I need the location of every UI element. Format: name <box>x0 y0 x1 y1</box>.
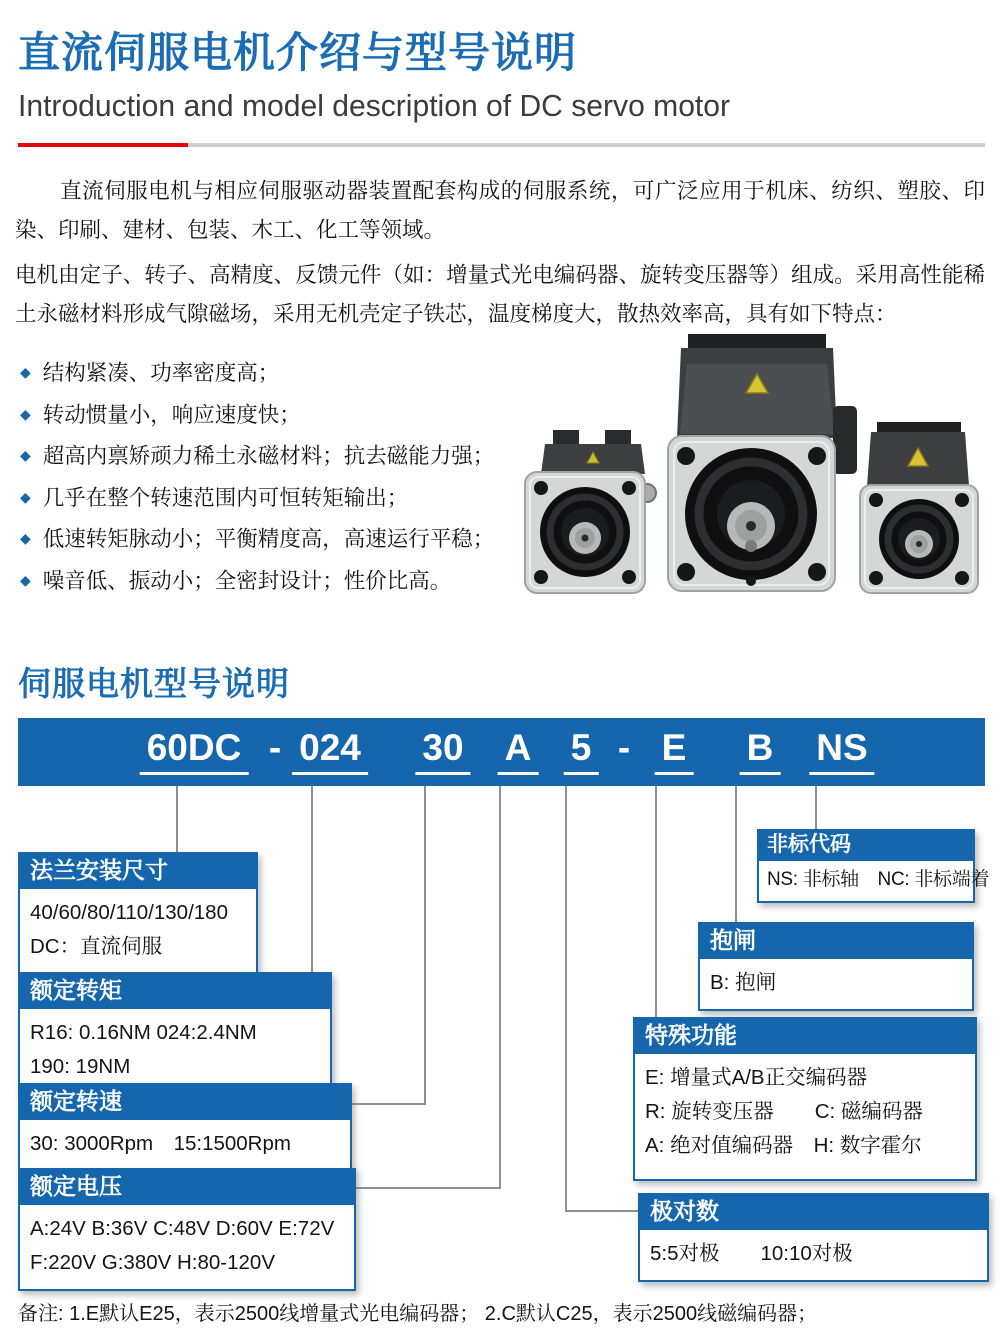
diamond-bullet-icon: ◆ <box>20 488 31 505</box>
feature-item <box>20 394 530 436</box>
feature-text: 噪音低、振动小；全密封设计；性价比高。 <box>42 568 452 593</box>
spec-box-title: 特殊功能 <box>635 1019 975 1054</box>
spec-line: DC：直流伺服 <box>30 935 163 958</box>
model-code-token: 024 <box>292 727 368 775</box>
model-code-token: NS <box>809 727 874 775</box>
spec-line: NS: 非标轴 NC: 非标端着 <box>767 869 990 890</box>
spec-line: 40/60/80/110/130/180 <box>30 901 228 924</box>
spec-box-title: 法兰安装尺寸 <box>20 854 256 889</box>
diamond-bullet-icon: ◆ <box>20 447 31 463</box>
page-title: 直流伺服电机介绍与型号说明 <box>18 29 578 76</box>
connector-line-brake <box>735 786 737 922</box>
model-code-token: B <box>740 727 781 775</box>
model-code-separator: - <box>617 727 631 768</box>
intro-paragraph-2: 电机由定子、转子、高精度、反馈元件（如：增量式光电编码器、旋转变压器等）组成。采用高性能稀土永磁材料形成气隙磁场，采用无机壳定子铁芯，温度梯度大，散热效率高，具有如下特点： <box>15 263 985 326</box>
spec-line: E: 增量式A/B正交编码器 <box>645 1066 868 1089</box>
spec-line: A:24V B:36V C:48V D:60V E:72V <box>30 1217 335 1240</box>
feature-text: 转动惯量小，响应速度快； <box>42 402 301 427</box>
connector-line-voltage-h <box>352 1187 501 1189</box>
diamond-bullet-icon: ◆ <box>20 530 31 546</box>
feature-text: 结构紧凑、功率密度高； <box>42 361 280 385</box>
model-code-token: 30 <box>415 727 470 775</box>
spec-line: B: 抱闸 <box>710 971 777 994</box>
model-code-bar <box>18 718 985 786</box>
connector-line-flange <box>176 786 178 852</box>
spec-box-brake <box>698 922 974 1011</box>
connector-line-speed <box>424 786 426 1105</box>
feature-text: 几乎在整个转速范围内可恒转矩输出； <box>42 485 409 510</box>
spec-box-rated-voltage <box>18 1168 356 1291</box>
spec-line: 30: 3000Rpm 15:1500Rpm <box>30 1132 291 1155</box>
model-code-token: 5 <box>564 727 599 775</box>
servo-motor-small <box>525 430 656 593</box>
features-list <box>20 352 530 601</box>
header-divider-red-accent <box>18 143 188 147</box>
spec-box-nonstandard-code <box>757 829 990 903</box>
spec-line: 190: 19NM <box>30 1055 131 1078</box>
feature-item <box>20 435 530 477</box>
spec-line: F:220V G:380V H:80-120V <box>30 1251 276 1274</box>
feature-text: 低速转矩脉动小；平衡精度高，高速运行平稳； <box>42 527 495 551</box>
diamond-bullet-icon: ◆ <box>20 364 31 380</box>
connector-line-poles-h <box>565 1210 640 1212</box>
feature-item <box>20 518 530 560</box>
spec-line: R16: 0.16NM 024:2.4NM <box>30 1021 257 1044</box>
feature-text: 超高内禀矫顽力稀土永磁材料；抗去磁能力强； <box>42 444 495 468</box>
feature-item <box>20 560 530 602</box>
spec-box-pole-pairs <box>638 1193 989 1282</box>
spec-box-title: 极对数 <box>640 1195 987 1230</box>
spec-box-title: 额定转速 <box>20 1085 350 1120</box>
connector-line-voltage <box>499 786 501 1189</box>
spec-box-title: 非标代码 <box>759 831 973 861</box>
connector-line-torque <box>311 786 313 972</box>
spec-box-title: 额定转矩 <box>20 974 330 1009</box>
spec-box-rated-torque <box>18 972 332 1095</box>
connector-line-nonstandard <box>815 786 817 829</box>
footer-note: 备注: 1.E默认E25，表示2500线增量式光电编码器； 2.C默认C25，表示2500线磁编码器； <box>18 1303 818 1325</box>
spec-line: R: 旋转变压器 C: 磁编码器 <box>645 1100 923 1123</box>
model-code-token: A <box>498 727 539 775</box>
connector-line-speed-h <box>348 1103 426 1105</box>
spec-line: 5:5对极 10:10对极 <box>650 1242 853 1265</box>
servo-motor-medium <box>860 422 978 593</box>
model-code-token: 60DC <box>140 727 249 775</box>
model-code-separator: - <box>268 727 282 768</box>
spec-box-special-function <box>633 1017 977 1181</box>
diamond-bullet-icon: ◆ <box>20 571 31 588</box>
intro-section <box>15 172 985 334</box>
intro-paragraph-1: 直流伺服电机与相应伺服驱动器装置配套构成的伺服系统，可广泛应用于机床、纺织、塑胶、印染、印刷、建材、包装、木工、化工等领域。 <box>15 179 985 242</box>
spec-box-rated-speed <box>18 1083 352 1172</box>
servo-motors-photo <box>505 330 995 618</box>
connector-line-special <box>655 786 657 1017</box>
feature-item <box>20 477 530 519</box>
feature-item <box>20 352 530 394</box>
spec-box-title: 抱闸 <box>700 924 972 959</box>
model-code-token: E <box>655 727 694 775</box>
model-section-title: 伺服电机型号说明 <box>18 665 290 702</box>
connector-line-poles <box>565 786 567 1212</box>
spec-box-flange-size <box>18 852 258 975</box>
spec-line: A: 绝对值编码器 H: 数字霍尔 <box>645 1134 922 1157</box>
diamond-bullet-icon: ◆ <box>20 405 31 422</box>
page-subtitle-en: Introduction and model description of DC servo motor <box>18 88 731 123</box>
spec-box-title: 额定电压 <box>20 1170 354 1205</box>
servo-motor-large <box>668 334 857 591</box>
